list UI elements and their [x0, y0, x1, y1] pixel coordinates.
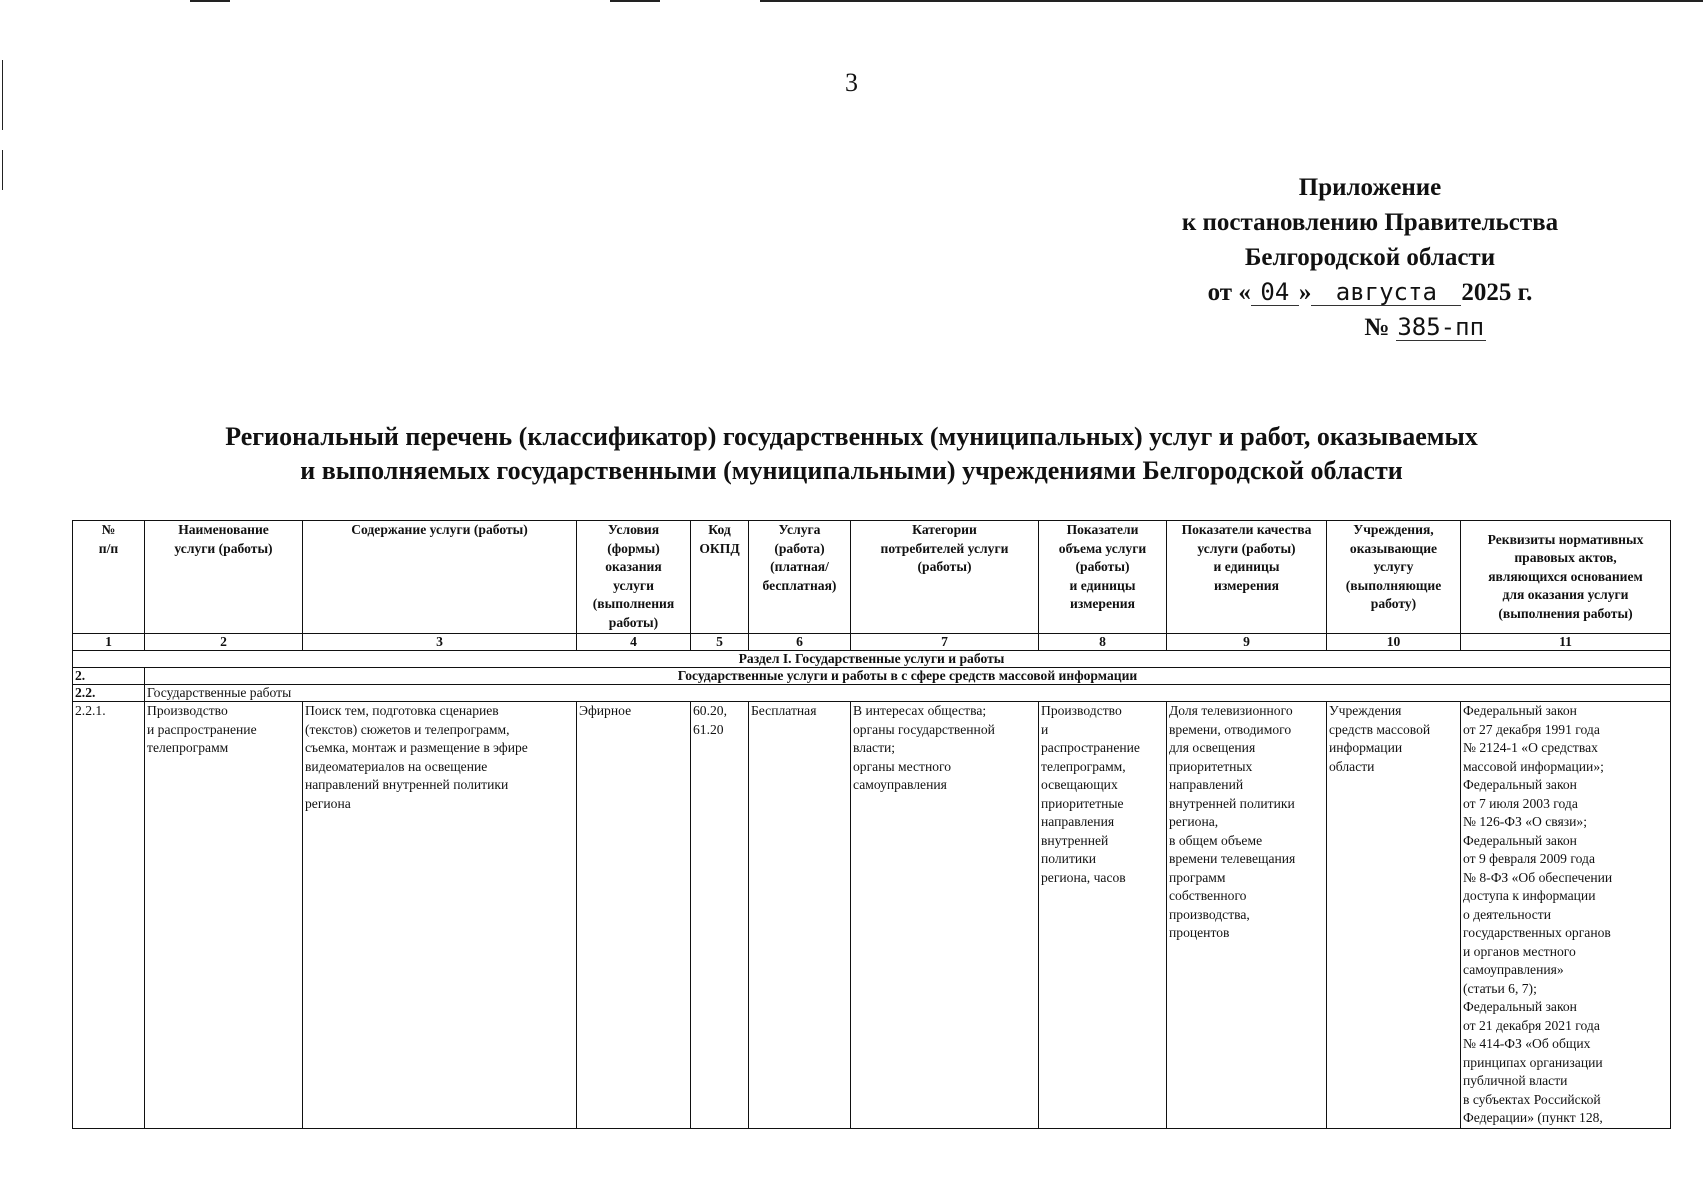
column-number: 4 [577, 634, 691, 651]
group-code: 2. [73, 668, 145, 685]
column-number: 9 [1167, 634, 1327, 651]
page-number: 3 [845, 68, 858, 97]
consumer-categories: В интересах общества; органы государственной власти; органы местного самоуправления [851, 702, 1039, 1129]
document-title [0, 420, 1703, 488]
services-table [72, 520, 1671, 1129]
service-conditions: Эфирное [577, 702, 691, 1129]
scan-edge-line [610, 0, 660, 2]
header-cell: № п/п [73, 521, 145, 634]
scan-edge-line [2, 150, 3, 190]
service-content: Поиск тем, подготовка сценариев (текстов) сюжетов и телепрограмм, съемка, монтаж и размещение в эфире видеоматериалов на освещение направлений внутренней политики региона [303, 702, 577, 1129]
column-number-row [73, 634, 1671, 651]
column-number: 2 [145, 634, 303, 651]
resolution-number: 385-пп [1397, 313, 1485, 341]
paid-free: Бесплатная [749, 702, 851, 1129]
appendix-line: Белгородской области [1244, 244, 1496, 271]
row-number: 2.2.1. [73, 702, 145, 1129]
header-cell: Условия (формы) оказания услуги (выполнения работы) [577, 521, 691, 634]
section-row [73, 651, 1671, 668]
legal-acts: Федеральный закон от 27 декабря 1991 года № 2124-1 «О средствах массовой информации»; Федеральный закон от 7 июля 2003 года № 126-ФЗ «О связи»; Федеральный закон от 9 февраля 2009 года № 8-ФЗ «Об обеспечении доступа к информации о деятельности государственных органов и органов местного самоуправления» (статьи 6, 7); Федеральный закон от 21 декабря 2021 года № 414-ФЗ «Об общих принципах организации публичной власти в субъектах Российской Федерации» (пункт 128, [1461, 702, 1671, 1129]
column-number: 11 [1461, 634, 1671, 651]
column-number: 7 [851, 634, 1039, 651]
appendix-date [1150, 275, 1590, 310]
okpd-code: 60.20, 61.20 [691, 702, 749, 1129]
section-title: Раздел I. Государственные услуги и работы [73, 651, 1671, 668]
table-row [73, 702, 1671, 1129]
volume-indicators: Производство и распространение телепрограмм, освещающих приоритетные направления внутренней политики региона, часов [1039, 702, 1167, 1129]
column-number: 3 [303, 634, 577, 651]
scan-edge-line [190, 0, 230, 2]
header-cell: Показатели объема услуги (работы) и единицы измерения [1039, 521, 1167, 634]
column-number: 10 [1327, 634, 1461, 651]
header-cell: Код ОКПД [691, 521, 749, 634]
providing-institutions: Учреждения средств массовой информации области [1327, 702, 1461, 1129]
header-cell: Услуга (работа) (платная/ бесплатная) [749, 521, 851, 634]
appendix-number [1150, 310, 1590, 345]
column-number: 5 [691, 634, 749, 651]
group-row [73, 668, 1671, 685]
service-name: Производство и распространение телепрограмм [145, 702, 303, 1129]
date-mid: » [1298, 279, 1312, 306]
column-number: 8 [1039, 634, 1167, 651]
header-cell: Наименование услуги (работы) [145, 521, 303, 634]
appendix-header [1150, 170, 1590, 345]
appendix-line: к постановлению Правительства [1181, 209, 1559, 236]
subgroup-row [73, 685, 1671, 702]
header-cell: Реквизиты нормативных правовых актов, являющихся основанием для оказания услуги (выполнения работы) [1461, 521, 1671, 634]
scan-edge-line [760, 0, 1703, 2]
subgroup-title: Государственные работы [145, 685, 1671, 702]
date-year: 2025 г. [1461, 279, 1533, 306]
header-cell: Содержание услуги (работы) [303, 521, 577, 634]
header-cell: Категории потребителей услуги (работы) [851, 521, 1039, 634]
appendix-line: Приложение [1298, 174, 1442, 201]
column-number: 1 [73, 634, 145, 651]
date-day: 04 [1251, 279, 1299, 306]
date-prefix: от « [1207, 279, 1251, 306]
table-header-row [73, 521, 1671, 634]
quality-indicators: Доля телевизионного времени, отводимого для освещения приоритетных направлений внутренней политики региона, в общем объеме времени телевещания программ собственного производства, процентов [1167, 702, 1327, 1129]
header-cell: Показатели качества услуги (работы) и единицы измерения [1167, 521, 1327, 634]
title-line: Региональный перечень (классификатор) государственных (муниципальных) услуг и работ, оказываемых [225, 422, 1478, 451]
column-number: 6 [749, 634, 851, 651]
subgroup-code: 2.2. [73, 685, 145, 702]
date-month: августа [1311, 279, 1461, 306]
number-prefix: № [1364, 314, 1390, 341]
title-line: и выполняемых государственными (муниципальными) учреждениями Белгородской области [300, 456, 1403, 485]
header-cell: Учреждения, оказывающие услугу (выполняющие работу) [1327, 521, 1461, 634]
group-title: Государственные услуги и работы в с сфере средств массовой информации [145, 668, 1671, 685]
